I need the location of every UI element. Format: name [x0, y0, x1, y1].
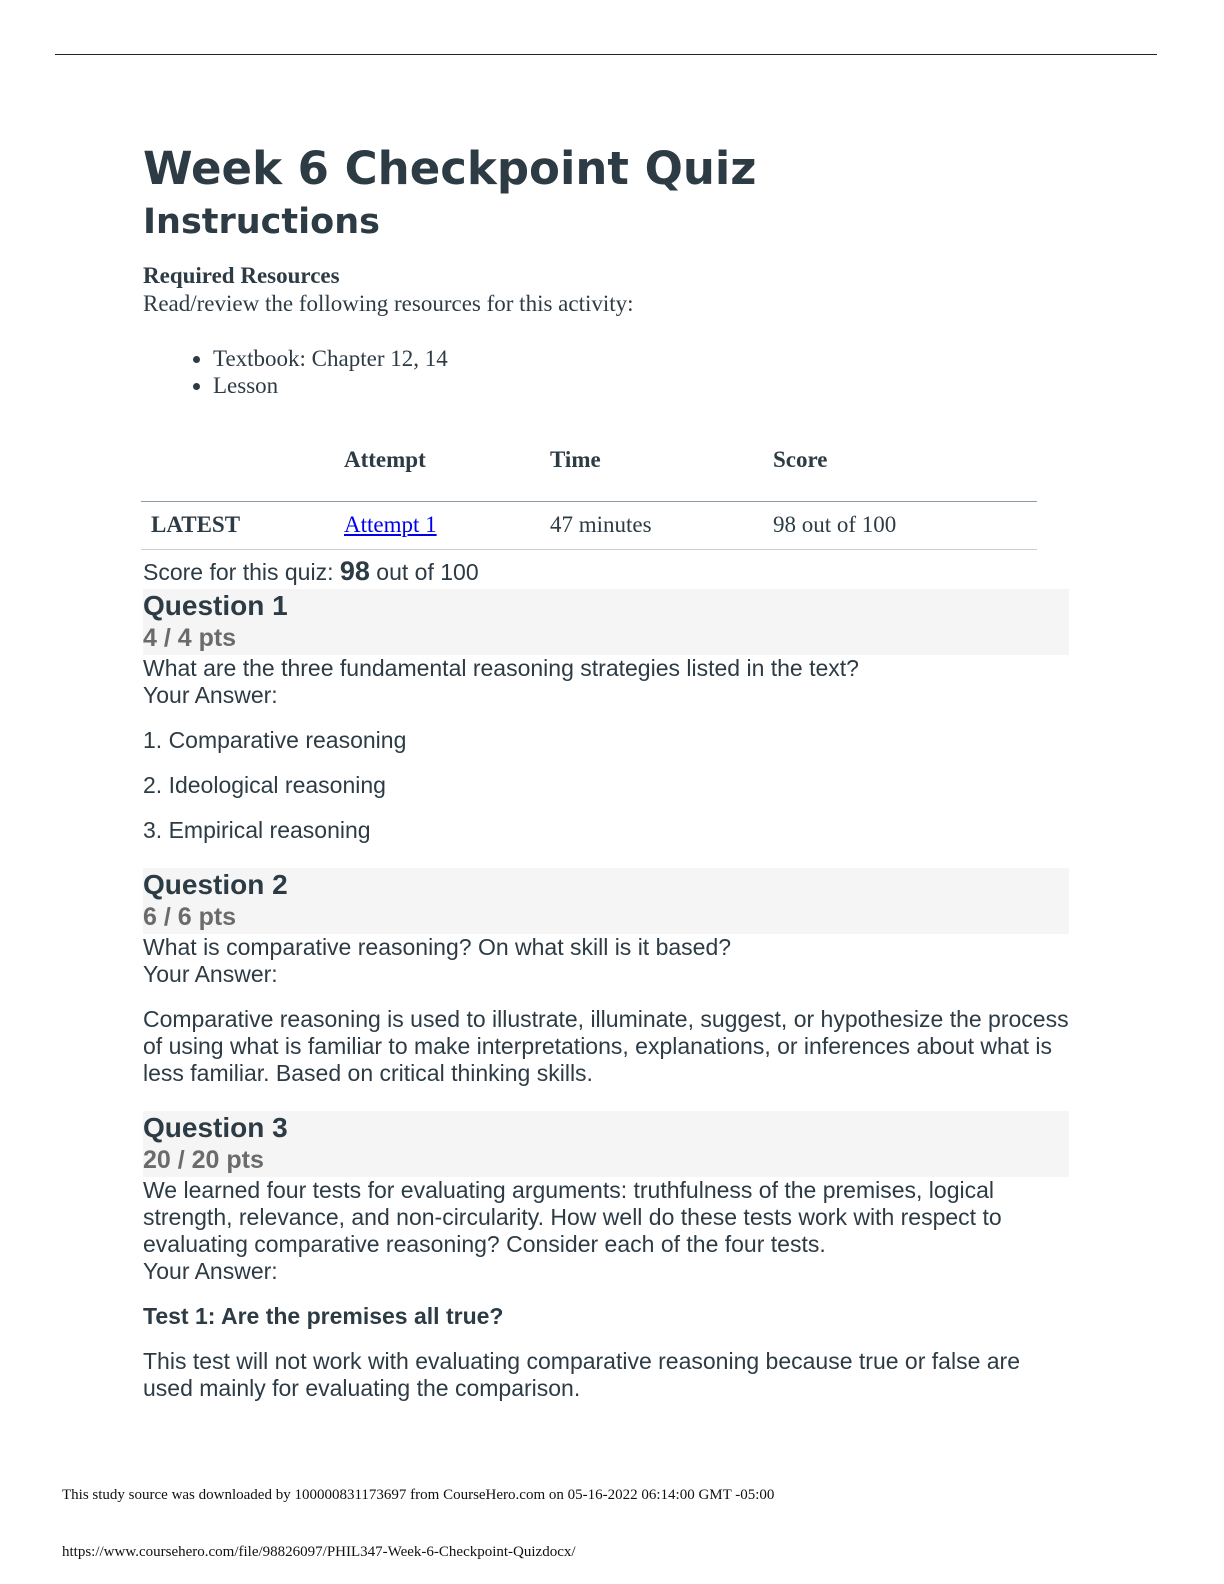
question-points: 6 / 6 pts [143, 902, 237, 931]
score-cell: 98 out of 100 [773, 512, 897, 537]
answer-label: Your Answer: [143, 960, 278, 987]
score-suffix: out of 100 [369, 558, 479, 585]
question-prompt: We learned four tests for evaluating arguments: truthfulness of the premises, logical strength, relevance, and non-circularity. How well do these tests work with respect to evaluating comparative reasoning? Consider each of the four tests. [143, 1176, 1002, 1257]
attempts-header-row [141, 441, 1037, 501]
question-prompt: What is comparative reasoning? On what skill is it based? [143, 933, 732, 960]
question-header [143, 589, 1069, 655]
answer-subheading: Test 1: Are the premises all true? [143, 1302, 504, 1329]
header-time: Time [550, 447, 601, 472]
source-url: https://www.coursehero.com/file/98826097/PHIL347-Week-6-Checkpoint-Quizdocx/ [62, 1544, 576, 1560]
answer-line: 1. Comparative reasoning [143, 726, 407, 753]
resources-intro: Read/review the following resources for this activity: [143, 291, 634, 316]
question-points: 4 / 4 pts [143, 623, 237, 652]
question-points: 20 / 20 pts [143, 1145, 264, 1174]
question-header [143, 868, 1069, 934]
quiz-content [143, 140, 1073, 1402]
header-blank [141, 441, 344, 501]
latest-label: LATEST [151, 512, 241, 537]
question-1 [143, 589, 1073, 844]
quiz-score-summary [143, 554, 1073, 589]
header-score: Score [773, 447, 828, 472]
instructions-heading: Instructions [143, 202, 380, 242]
score-value: 98 [339, 555, 370, 586]
question-title: Question 2 [143, 868, 288, 900]
header-attempt: Attempt [344, 447, 426, 472]
question-2 [143, 868, 1073, 1087]
answer-body [143, 1006, 1073, 1087]
answer-line: 2. Ideological reasoning [143, 771, 386, 798]
required-resources-heading: Required Resources [143, 263, 340, 288]
table-row [141, 501, 1037, 549]
attempts-table [141, 441, 1037, 550]
top-divider [55, 54, 1157, 55]
resource-item: • Lesson [213, 372, 1073, 399]
answer-label: Your Answer: [143, 681, 278, 708]
question-header [143, 1111, 1069, 1177]
time-cell: 47 minutes [550, 512, 652, 537]
answer-body [143, 1303, 1073, 1402]
answer-body [143, 727, 1073, 844]
question-prompt: What are the three fundamental reasoning strategies listed in the text? [143, 654, 859, 681]
resource-item: • Textbook: Chapter 12, 14 [213, 345, 1073, 372]
download-source-note: This study source was downloaded by 100000831173697 from CourseHero.com on 05-16-2022 06:14:00 GMT -05:00 [62, 1487, 775, 1503]
answer-line: This test will not work with evaluating comparative reasoning because true or false are used mainly for evaluating the comparison. [143, 1347, 1020, 1401]
resources-list [213, 345, 1073, 399]
page-title: Week 6 Checkpoint Quiz [143, 142, 757, 195]
answer-label: Your Answer: [143, 1257, 278, 1284]
question-3 [143, 1111, 1073, 1402]
answer-line: Comparative reasoning is used to illustrate, illuminate, suggest, or hypothesize the process of using what is familiar to make interpretations, explanations, or inferences about what is less familiar. Based on critical thinking skills. [143, 1005, 1069, 1086]
score-prefix: Score for this quiz: [143, 558, 340, 585]
attempt-link[interactable]: Attempt 1 [344, 512, 437, 537]
question-title: Question 3 [143, 1111, 288, 1143]
attempt-cell [344, 501, 550, 549]
answer-line: 3. Empirical reasoning [143, 816, 371, 843]
question-title: Question 1 [143, 589, 288, 621]
